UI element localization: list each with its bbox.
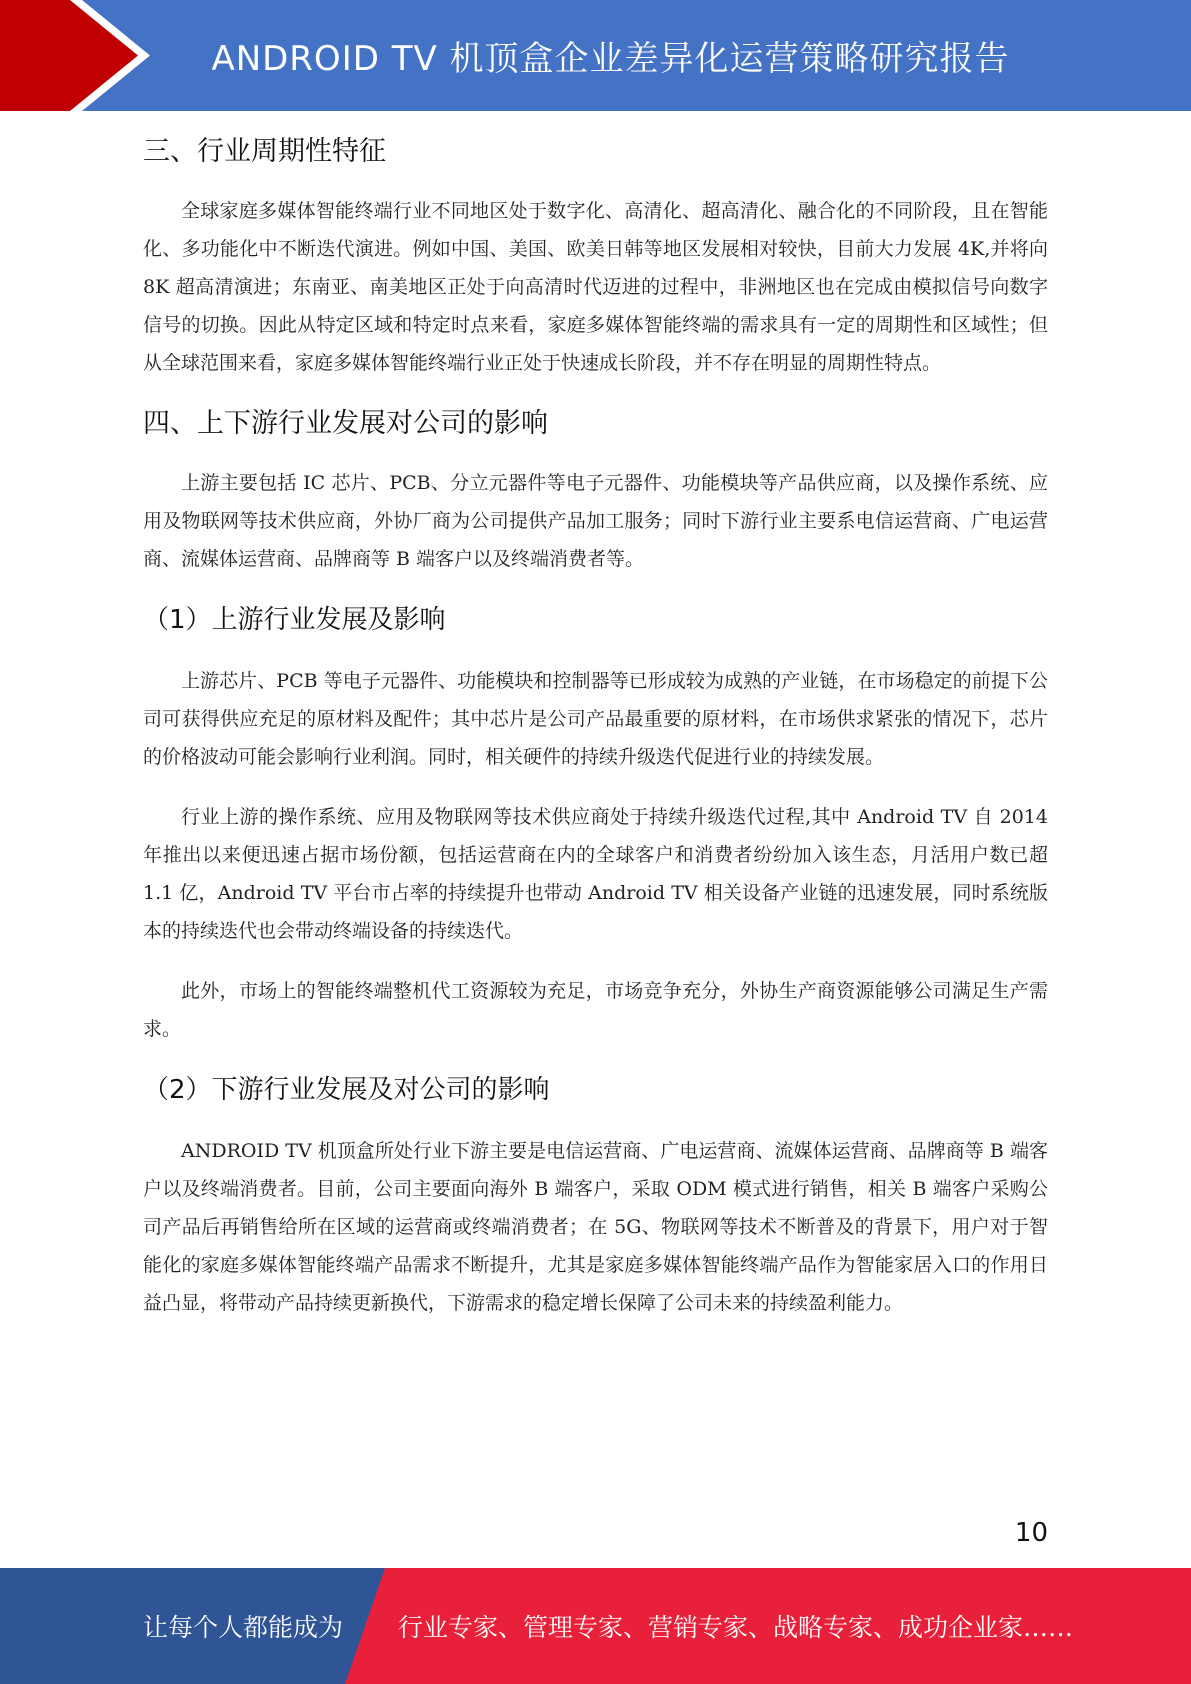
footer-slogan-left: 让每个人都能成为 xyxy=(143,1613,344,1642)
document-body xyxy=(143,118,1048,1322)
paragraph-downstream: ANDROID TV 机顶盒所处行业下游主要是电信运营商、广电运营商、流媒体运营商、品牌商等 B 端客户以及终端消费者。目前，公司主要面向海外 B 端客户，采取 ODM 模式进行销售，相关 B 端客户采购公司产品后再销售给所在区域的运营商或终端消费者；在 5G、物联网等技术不断普及的背景下，用户对于智能化的家庭多媒体智能终端产品需求不断提升，尤其是家庭多媒体智能终端产品作为智能家居入口的作用日益凸显，将带动产品持续更新换代，下游需求的稳定增长保障了公司未来的持续盈利能力。 xyxy=(143,1140,1048,1314)
paragraph-upstream-components: 上游芯片、PCB 等电子元器件、功能模块和控制器等已形成较为成熟的产业链，在市场稳定的前提下公司可获得供应充足的原材料及配件；其中芯片是公司产品最重要的原材料，在市场供求紧张的情况下，芯片的价格波动可能会影响行业利润。同时，相关硬件的持续升级迭代促进行业的持续发展。 xyxy=(143,670,1048,768)
page-number: 10 xyxy=(1014,1518,1048,1548)
chevron-arrow-icon xyxy=(0,0,160,111)
report-title: ANDROID TV 机顶盒企业差异化运营策略研究报告 xyxy=(211,39,1010,79)
subsection-heading-upstream: （1）上游行业发展及影响 xyxy=(143,605,446,635)
paragraph-cyclicality: 全球家庭多媒体智能终端行业不同地区处于数字化、高清化、超高清化、融合化的不同阶段，且在智能化、多功能化中不断迭代演进。例如中国、美国、欧美日韩等地区发展相对较快，目前大力发展 4K,并将向 8K 超高清演进；东南亚、南美地区正处于向高清时代迈进的过程中，非洲地区也在完成由模拟信号向数字信号的切换。因此从特定区域和特定时点来看，家庭多媒体智能终端的需求具有一定的周期性和区域性；但从全球范围来看，家庭多媒体智能终端行业正处于快速成长阶段，并不存在明显的周期性特点。 xyxy=(143,200,1048,374)
page-header xyxy=(0,0,1191,111)
paragraph-upstream-downstream-overview: 上游主要包括 IC 芯片、PCB、分立元器件等电子元器件、功能模块等产品供应商，以及操作系统、应用及物联网等技术供应商，外协厂商为公司提供产品加工服务；同时下游行业主要系电信运营商、广电运营商、流媒体运营商、品牌商等 B 端客户以及终端消费者等。 xyxy=(143,472,1048,570)
section-heading-upstream-downstream: 四、上下游行业发展对公司的影响 xyxy=(143,408,548,439)
subsection-heading-downstream: （2）下游行业发展及对公司的影响 xyxy=(143,1075,550,1105)
paragraph-upstream-oem: 此外，市场上的智能终端整机代工资源较为充足，市场竞争充分，外协生产商资源能够公司满足生产需求。 xyxy=(143,980,1048,1040)
page-footer xyxy=(0,1568,1191,1684)
footer-slogan-right: 行业专家、管理专家、营销专家、战略专家、成功企业家…… xyxy=(398,1613,1074,1642)
paragraph-upstream-android-tv: 行业上游的操作系统、应用及物联网等技术供应商处于持续升级迭代过程,其中 Android TV 自 2014 年推出以来便迅速占据市场份额，包括运营商在内的全球客户和消费者纷纷加入该生态，月活用户数已超 1.1 亿，Android TV 平台市占率的持续提升也带动 Android TV 相关设备产业链的迅速发展，同时系统版本的持续迭代也会带动终端设备的持续迭代。 xyxy=(143,806,1048,942)
section-heading-cyclicality: 三、行业周期性特征 xyxy=(143,136,386,167)
